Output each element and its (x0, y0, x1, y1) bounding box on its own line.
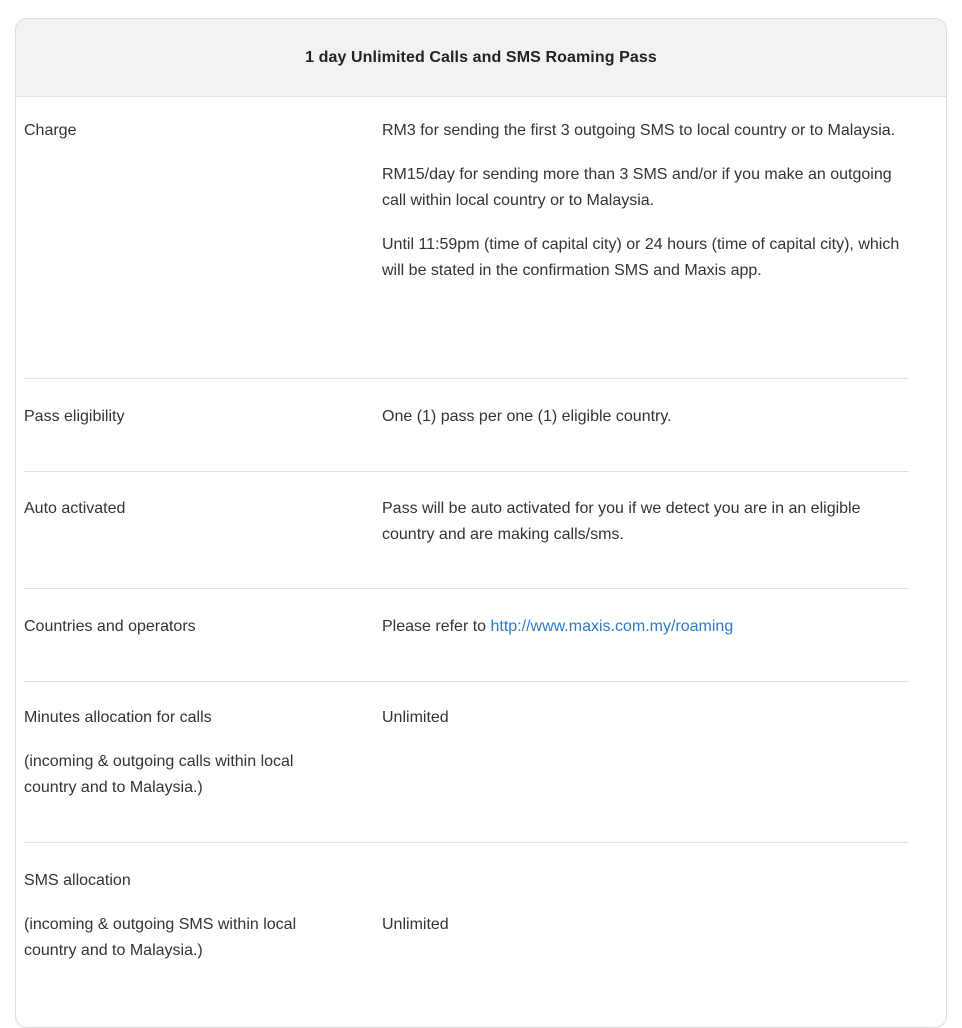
row-countries (24, 614, 909, 654)
minutes-label: Minutes allocation for calls (24, 709, 212, 726)
row-label-countries: Countries and operators (24, 618, 196, 635)
row-label-charge: Charge (24, 122, 77, 139)
row-label-eligibility: Pass eligibility (24, 408, 125, 425)
charge-text-3: Until 11:59pm (time of capital city) or 24 hours (time of capital city), which will be stated in the confirmation SMS and Maxis app. (382, 236, 900, 279)
row-value-countries (382, 614, 912, 640)
row-value-auto-activated: Pass will be auto activated for you if we detect you are in an eligible country and are making calls/sms. (382, 500, 861, 543)
row-value-sms: Unlimited (382, 916, 449, 933)
row-value-eligibility: One (1) pass per one (1) eligible country. (382, 408, 672, 425)
countries-prefix-text: Please refer to (382, 618, 491, 635)
sms-label: SMS allocation (24, 872, 131, 889)
card-title: 1 day Unlimited Calls and SMS Roaming Pass (305, 48, 657, 66)
row-minutes-allocation (24, 705, 909, 815)
divider (24, 378, 909, 379)
row-auto-activated (24, 496, 909, 556)
roaming-link[interactable]: http://www.maxis.com.my/roaming (490, 618, 734, 635)
charge-text-2: RM15/day for sending more than 3 SMS and/or if you make an outgoing call within local country or to Malaysia. (382, 166, 892, 209)
row-charge (24, 118, 909, 348)
card-header (16, 19, 946, 97)
row-label-sms (24, 868, 324, 964)
row-sms-allocation (24, 868, 909, 978)
divider (24, 588, 909, 589)
row-label-auto-activated: Auto activated (24, 500, 126, 517)
row-eligibility (24, 404, 909, 444)
divider (24, 842, 909, 843)
charge-text-1: RM3 for sending the first 3 outgoing SMS to local country or to Malaysia. (382, 122, 896, 139)
sms-sublabel: (incoming & outgoing SMS within local country and to Malaysia.) (24, 916, 297, 959)
row-label-minutes (24, 705, 324, 801)
row-value-charge (382, 118, 912, 284)
minutes-sublabel: (incoming & outgoing calls within local country and to Malaysia.) (24, 753, 294, 796)
row-value-minutes: Unlimited (382, 709, 449, 726)
divider (24, 471, 909, 472)
divider (24, 681, 909, 682)
